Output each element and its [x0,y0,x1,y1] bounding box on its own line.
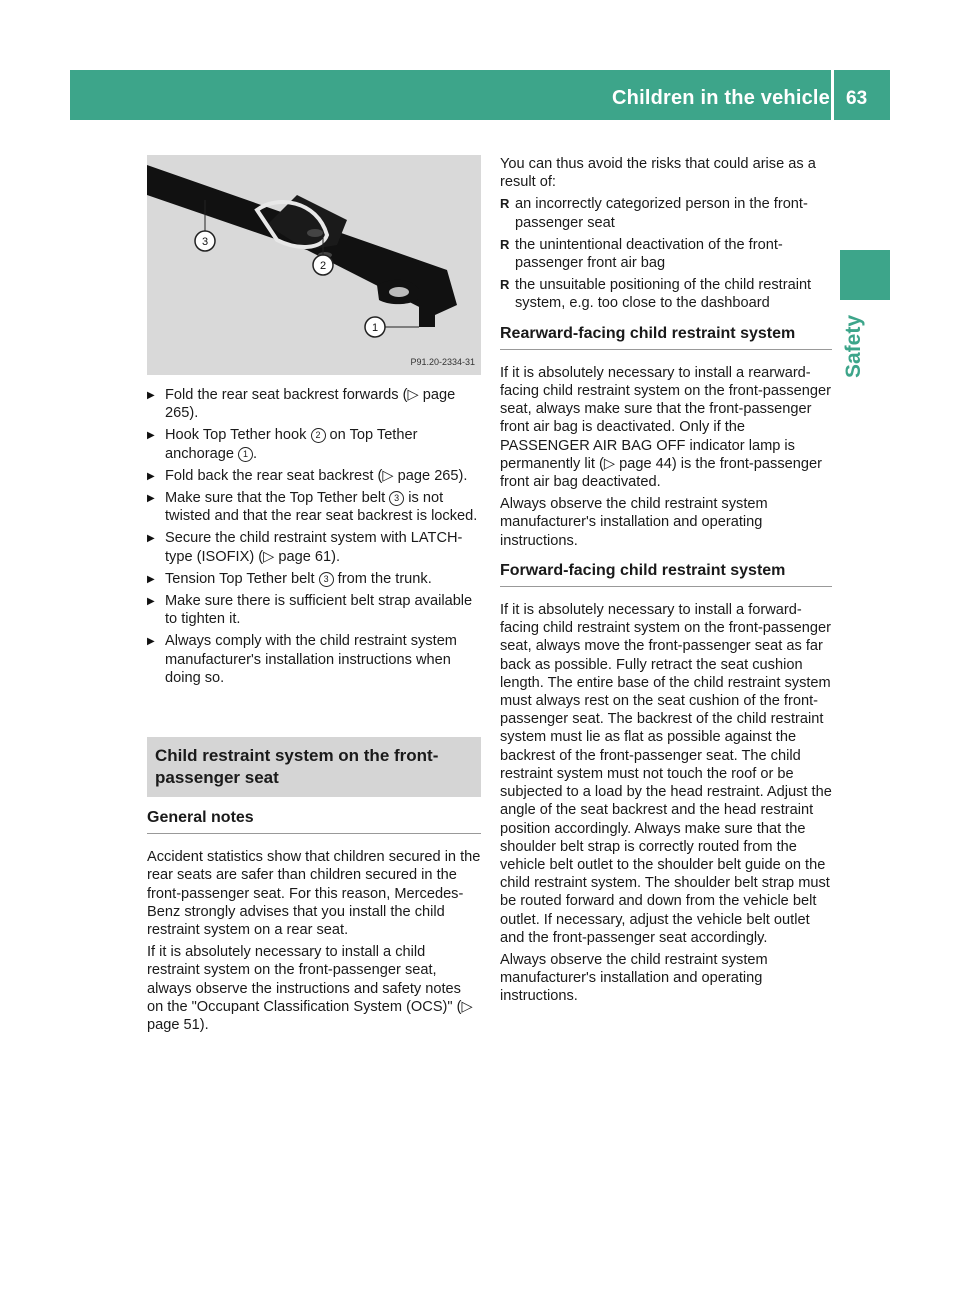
right-column [500,155,832,1010]
tether-illustration [147,155,481,375]
rearward-heading: Rearward-facing child restraint system [500,325,832,350]
svg-text:2: 2 [319,260,327,272]
chapter-title: Children in the vehicle [612,87,830,109]
callout-2 [313,255,333,275]
step-item: ▶ Hook Top Tether hook 2 on Top Tether anchorage 1 . [147,426,481,462]
left-column [147,155,481,1038]
step-item: ▶ Fold the rear seat backrest forwards (▷ page 265). [147,386,481,422]
paragraph: If it is absolutely necessary to install a rearward-facing child restraint system on the front-passenger seat, always make sure that the front-passenger front air bag is deactivated. Only if the PASSENGER AIR BAG OFF indicator lamp is permanently lit (▷ page 44) is the front-passenger front air bag deactivated. [500,364,831,491]
general-notes-heading: General notes [147,809,481,834]
risk-list [500,195,832,312]
list-item: R the unsuitable positioning of the child restraint system, e.g. too close to the dashboard [500,276,832,312]
paragraph: You can thus avoid the risks that could arise as a result of: [500,156,816,191]
list-item: R the unintentional deactivation of the front-passenger front air bag [500,236,832,272]
callout-ref: 2 [311,428,326,443]
callout-1 [365,317,385,337]
page-number: 63 [846,88,868,109]
header-divider [831,70,834,120]
step-item: ▶ Secure the child restraint system with LATCH-type (ISOFIX) (▷ page 61). [147,529,481,565]
section-tab [840,250,890,300]
svg-text:1: 1 [371,322,379,334]
step-item: ▶ Make sure there is sufficient belt strap available to tighten it. [147,592,481,628]
callout-3 [195,231,215,251]
tether-figure [147,155,481,375]
callout-ref: 3 [319,572,334,587]
paragraph: Always observe the child restraint system manufacturer's installation and operating instructions. [500,496,768,549]
callout-ref: 1 [238,447,253,462]
svg-text:3: 3 [201,236,209,248]
section-heading: Child restraint system on the front- passenger seat [147,737,481,797]
paragraph: Always observe the child restraint system manufacturer's installation and operating instructions. [500,951,768,1005]
paragraph: Accident statistics show that children secured in the rear seats are safer than children secured in the front-passenger seat. For this reason, Mercedes-Benz strongly advises that you install the child restraint system on a rear seat. [147,849,481,939]
paragraph: If it is absolutely necessary to install a child restraint system on the front-passenger seat, always observe the instructions and safety notes on the "Occupant Classification System (OCS)" (▷ page 51). [147,944,473,1034]
step-item: ▶ Always comply with the child restraint system manufacturer's installation instructions when doing so. [147,632,481,687]
step-item: ▶ Make sure that the Top Tether belt 3 is not twisted and that the rear seat backrest is locked. [147,489,481,525]
figure-code: P91.20-2334-31 [410,356,475,367]
list-item: R an incorrectly categorized person in the front-passenger seat [500,195,832,231]
page-ref-link[interactable]: page 44 [619,455,672,472]
section-label: Safety [842,315,865,379]
instruction-steps [147,386,481,687]
paragraph: If it is absolutely necessary to install a forward-facing child restraint system on the front-passenger seat, always move the front-passenger seat as far back as possible. Fully retract the seat cushion length. The entire base of the child restraint system must always rest on the seat cushion of the front-passenger seat. The backrest of the child restraint system must lie as flat as possible against the backrest of the front-passenger seat. The child restraint system must not touch the roof or be subjected to a load by the head restraint. Adjust the angle of the seat backrest and the head restraint position accordingly. Always make sure that the shoulder belt strap is correctly routed from the vehicle belt outlet to the shoulder belt guide on the child restraint system. The shoulder belt strap must be routed forward and down from the vehicle belt outlet. If necessary, adjust the vehicle belt outlet and the front-passenger seat accordingly. [500,602,832,946]
callout-ref: 3 [389,491,404,506]
page-ref-link[interactable]: page 51 [147,1017,200,1034]
step-item: ▶ Tension Top Tether belt 3 from the trunk. [147,570,481,588]
forward-heading: Forward-facing child restraint system [500,562,832,587]
step-item: ▶ Fold back the rear seat backrest (▷ page 265). [147,467,481,485]
